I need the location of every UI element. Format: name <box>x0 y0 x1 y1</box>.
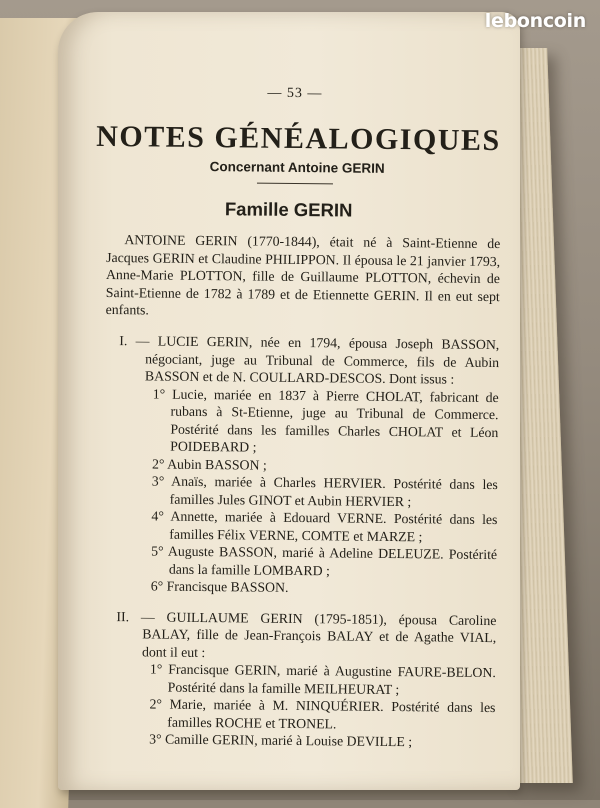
entry-lucie: I. — LUCIE GERIN, née en 1794, épousa Joseph BASSON, négociant, juge au Tribunal de Commerce, fils de Aubin BASSON et de N. COULLARD-DESCOS. Dont issus : <box>119 333 500 387</box>
list-item: 2° Marie, mariée à M. NINQUÉRIER. Postérité dans les familles ROCHE et TRONEL. <box>149 696 496 732</box>
list-item: 3° Anaïs, mariée à Charles HERVIER. Postérité dans les familles Jules GINOT et Aubin HERVIER ; <box>151 473 498 509</box>
lucie-children-list <box>103 385 505 599</box>
list-item: 1° Lucie, mariée en 1837 à Pierre CHOLAT, fabricant de rubans à St-Etienne, juge au Tribunal de Commerce. Postérité dans les familles Charles CHOLAT et Léon POIDEBARD ; <box>152 386 499 455</box>
guillaume-children-list <box>101 660 502 752</box>
list-item: 3° Camille GERIN, marié à Louise DEVILLE ; <box>149 731 413 750</box>
page-number: — 53 — <box>267 85 323 102</box>
page-title: NOTES GÉNÉALOGIQUES <box>96 119 501 158</box>
title-rule <box>257 183 333 185</box>
list-item: 5° Auguste BASSON, marié à Adeline DELEUZE. Postérité dans la famille LOMBARD ; <box>151 543 498 579</box>
entry-guillaume: II. — GUILLAUME GERIN (1795-1851), épousa Caroline BALAY, fille de Jean-François BALAY et de Agathe VIAL, dont il eut : <box>116 608 497 660</box>
list-item: 6° Francisque BASSON. <box>150 578 289 596</box>
page-content <box>96 84 508 752</box>
leboncoin-watermark: leboncoin <box>484 10 586 32</box>
page-subtitle: Concernant Antoine GERIN <box>209 159 385 176</box>
list-item: 1° Francisque GERIN, marié à Augustine FAURE-BELON. Postérité dans la famille MEILHEURAT ; <box>149 661 496 697</box>
intro-paragraph: ANTOINE GERIN (1770-1844), était né à Saint-Etienne de Jacques GERIN et Claudine PHILIPPON. Il épousa le 21 janvier 1793, Anne-Marie PLOTTON, fille de Guillaume PLOTTON, échevin de Saint-Etienne de 1782 à 1789 et de Etiennette GERIN. Il en eut sept enfants. <box>105 232 501 318</box>
list-item: 4° Annette, mariée à Edouard VERNE. Postérité dans les familles Félix VERNE, COMTE et MARZE ; <box>151 508 498 545</box>
list-item: 2° Aubin BASSON ; <box>151 456 267 473</box>
section-title: Famille GERIN <box>224 198 353 221</box>
